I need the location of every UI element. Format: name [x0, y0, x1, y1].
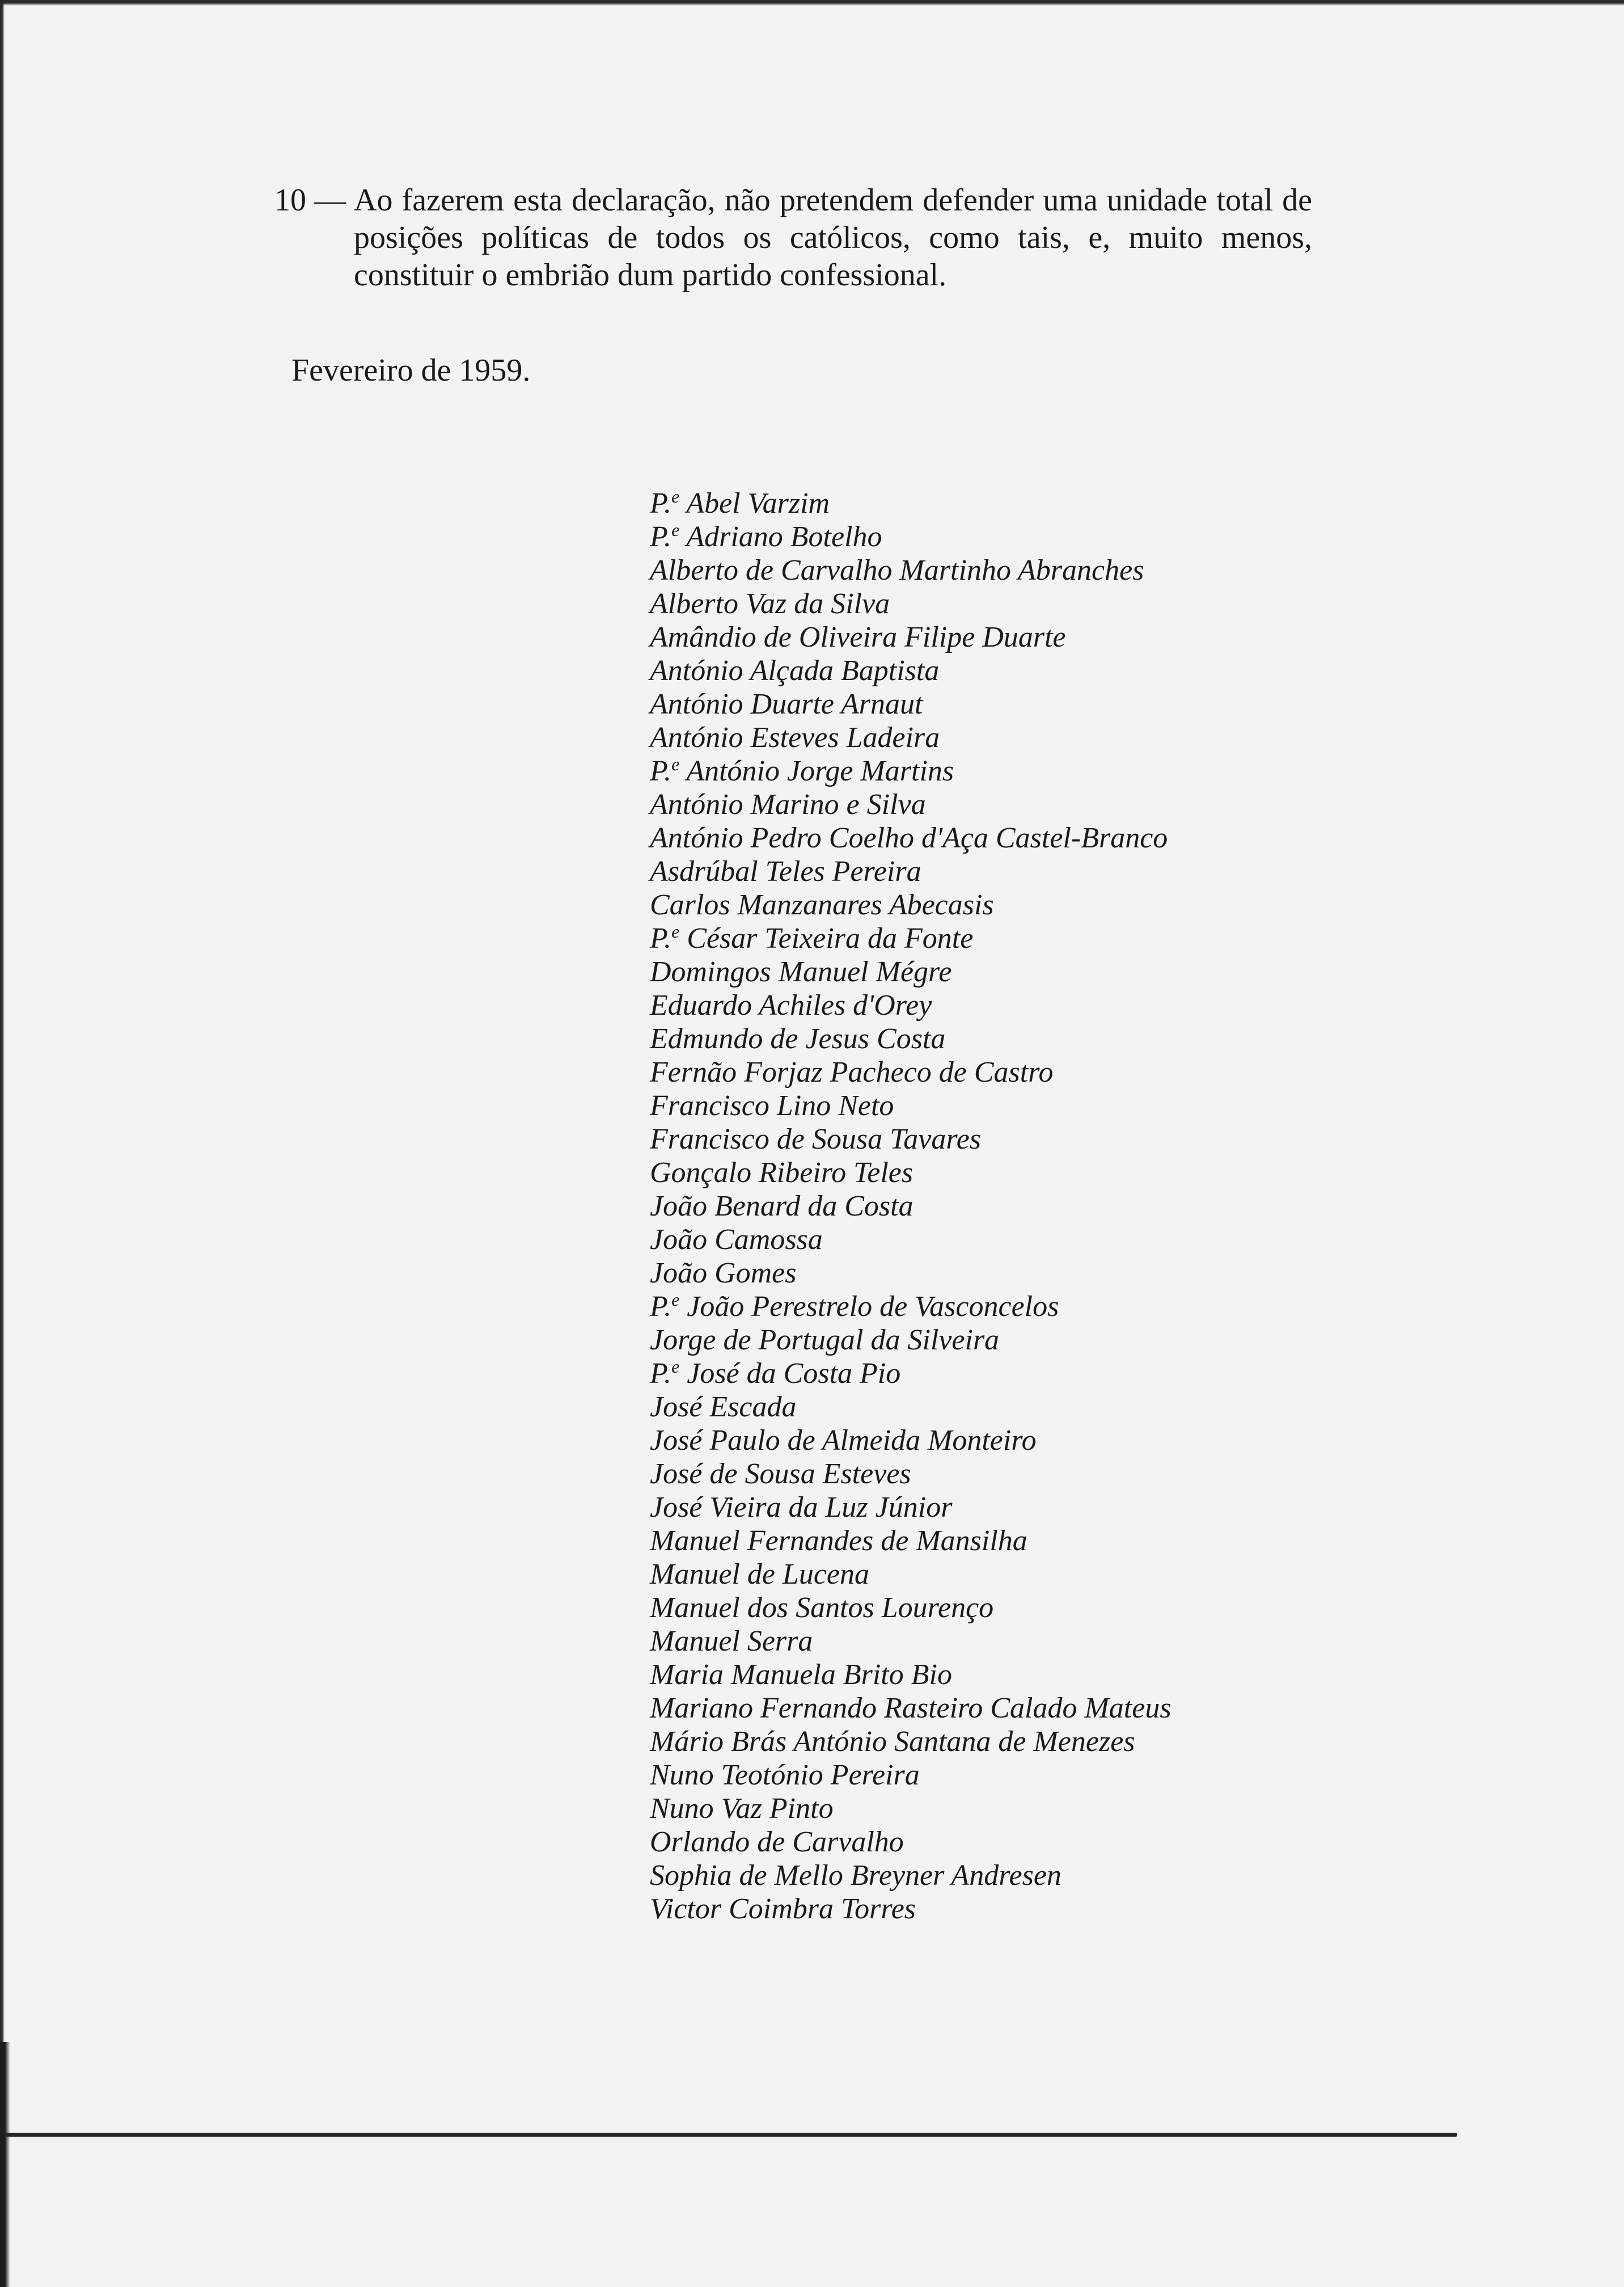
signatory-item [650, 1792, 1172, 1825]
signatory-item [650, 1758, 1172, 1792]
signatory-name: António Jorge Martins [686, 755, 954, 787]
signatory-name: João Benard da Costa [650, 1190, 914, 1222]
signatory-item [650, 1189, 1172, 1223]
signatory-name: Adriano Botelho [686, 521, 882, 553]
signatory-title-prefix: P. [650, 1357, 672, 1390]
signatory-item [650, 1256, 1172, 1290]
point-text: Ao fazerem esta declaração, não pretendem defender uma unidade total de posições políticas de todos os católicos, como tais, e, muito menos, constituir o embrião dum partido confessional. [354, 183, 1312, 293]
signatory-name: António Marino e Silva [650, 788, 926, 821]
signatory-name: Maria Manuela Brito Bio [650, 1659, 952, 1691]
signatory-item [650, 1825, 1172, 1859]
signatory-title-prefix: P. [650, 1290, 672, 1323]
signatory-title-superscript: e [671, 1289, 680, 1310]
signatory-item [650, 1223, 1172, 1256]
scan-edge-left [0, 0, 5, 2287]
signatory-name: António Pedro Coelho d'Aça Castel-Branco [650, 822, 1168, 854]
signatory-name: João Camossa [650, 1223, 823, 1256]
signatory-title-prefix: P. [650, 755, 672, 787]
signatory-item [650, 587, 1172, 621]
signatory-item [650, 1323, 1172, 1357]
signatory-name: Manuel Fernandes de Mansilha [650, 1525, 1027, 1557]
signatory-item [650, 1624, 1172, 1658]
signatory-name: José Paulo de Almeida Monteiro [650, 1424, 1037, 1457]
signatory-item [650, 1658, 1172, 1691]
signatory-name: José Escada [650, 1391, 797, 1423]
signatory-name: Fernão Forjaz Pacheco de Castro [650, 1056, 1054, 1088]
scan-edge-left-lower [0, 2042, 10, 2287]
signatory-item [650, 1022, 1172, 1056]
signatory-name: Manuel de Lucena [650, 1558, 870, 1590]
signatory-item [650, 1089, 1172, 1123]
signatory-item [650, 721, 1172, 754]
signatory-name: Jorge de Portugal da Silveira [650, 1324, 1000, 1356]
signatory-item [650, 1558, 1172, 1591]
signatory-title-prefix: P. [650, 521, 672, 553]
point-number: 10 — [274, 183, 346, 218]
signatory-item [650, 989, 1172, 1022]
signatory-item [650, 1357, 1172, 1390]
signatory-name: Alberto de Carvalho Martinho Abranches [650, 554, 1144, 586]
signatory-title-superscript: e [671, 520, 680, 540]
signatory-item [650, 1290, 1172, 1323]
signatory-title-superscript: e [671, 1356, 680, 1377]
signatory-item [650, 654, 1172, 687]
signatory-item [650, 855, 1172, 888]
signatory-title-superscript: e [671, 754, 680, 774]
signatory-name: Asdrúbal Teles Pereira [650, 855, 921, 888]
signatory-name: João Gomes [650, 1257, 797, 1289]
bottom-rule [6, 2133, 1457, 2137]
signatory-item [650, 1892, 1172, 1926]
signatory-name: José da Costa Pio [687, 1357, 901, 1390]
signatory-item [650, 888, 1172, 922]
signatory-name: Manuel dos Santos Lourenço [650, 1592, 994, 1624]
signatory-name: Francisco Lino Neto [650, 1090, 894, 1122]
signatory-name: César Teixeira da Fonte [687, 922, 974, 955]
signatory-name: Nuno Vaz Pinto [650, 1792, 834, 1825]
signatory-item [650, 1390, 1172, 1424]
signatory-item [650, 687, 1172, 721]
signatory-item [650, 520, 1172, 554]
signatory-item [650, 1156, 1172, 1189]
scan-edge-top [0, 0, 1624, 6]
signatory-name: António Esteves Ladeira [650, 721, 940, 754]
signatory-name: José Vieira da Luz Júnior [650, 1491, 953, 1524]
signatory-name: Amândio de Oliveira Filipe Duarte [650, 621, 1066, 653]
signatory-item [650, 1123, 1172, 1156]
signatory-title-prefix: P. [650, 922, 672, 955]
signatory-name: Mário Brás António Santana de Menezes [650, 1725, 1135, 1758]
signatory-item [650, 1725, 1172, 1758]
signatory-item [650, 1491, 1172, 1524]
signatory-item [650, 487, 1172, 520]
signatory-title-superscript: e [671, 486, 680, 507]
signatory-item [650, 788, 1172, 821]
signatory-name: António Alçada Baptista [650, 655, 940, 687]
signatory-item [650, 821, 1172, 855]
signatory-item [650, 1056, 1172, 1089]
signatory-name: João Perestrelo de Vasconcelos [687, 1290, 1059, 1323]
signatory-name: Nuno Teotónio Pereira [650, 1759, 920, 1791]
signatory-name: Mariano Fernando Rasteiro Calado Mateus [650, 1692, 1172, 1724]
signatory-item [650, 554, 1172, 587]
signatory-name: Eduardo Achiles d'Orey [650, 989, 932, 1022]
document-date: Fevereiro de 1959. [291, 353, 531, 388]
signatory-name: Manuel Serra [650, 1625, 813, 1657]
signatory-item [650, 1691, 1172, 1725]
signatory-list [650, 487, 1172, 1926]
signatory-item [650, 754, 1172, 788]
signatory-item [650, 1591, 1172, 1624]
signatory-name: Francisco de Sousa Tavares [650, 1123, 982, 1155]
signatory-item [650, 1859, 1172, 1892]
signatory-name: Edmundo de Jesus Costa [650, 1023, 946, 1055]
signatory-name: Carlos Manzanares Abecasis [650, 889, 994, 921]
signatory-item [650, 922, 1172, 955]
signatory-name: Domingos Manuel Mégre [650, 956, 952, 988]
signatory-name: Orlando de Carvalho [650, 1826, 904, 1858]
signatory-title-prefix: P. [650, 487, 672, 520]
signatory-name: José de Sousa Esteves [650, 1458, 911, 1490]
signatory-item [650, 1524, 1172, 1558]
signatory-item [650, 955, 1172, 989]
signatory-name: Gonçalo Ribeiro Teles [650, 1157, 914, 1189]
signatory-item [650, 1424, 1172, 1457]
signatory-title-superscript: e [671, 921, 680, 942]
signatory-item [650, 1457, 1172, 1491]
signatory-name: Victor Coimbra Torres [650, 1893, 916, 1925]
signatory-name: António Duarte Arnaut [650, 688, 923, 720]
signatory-name: Alberto Vaz da Silva [650, 588, 890, 620]
signatory-name: Abel Varzim [686, 487, 830, 520]
signatory-name: Sophia de Mello Breyner Andresen [650, 1859, 1061, 1892]
signatory-item [650, 621, 1172, 654]
